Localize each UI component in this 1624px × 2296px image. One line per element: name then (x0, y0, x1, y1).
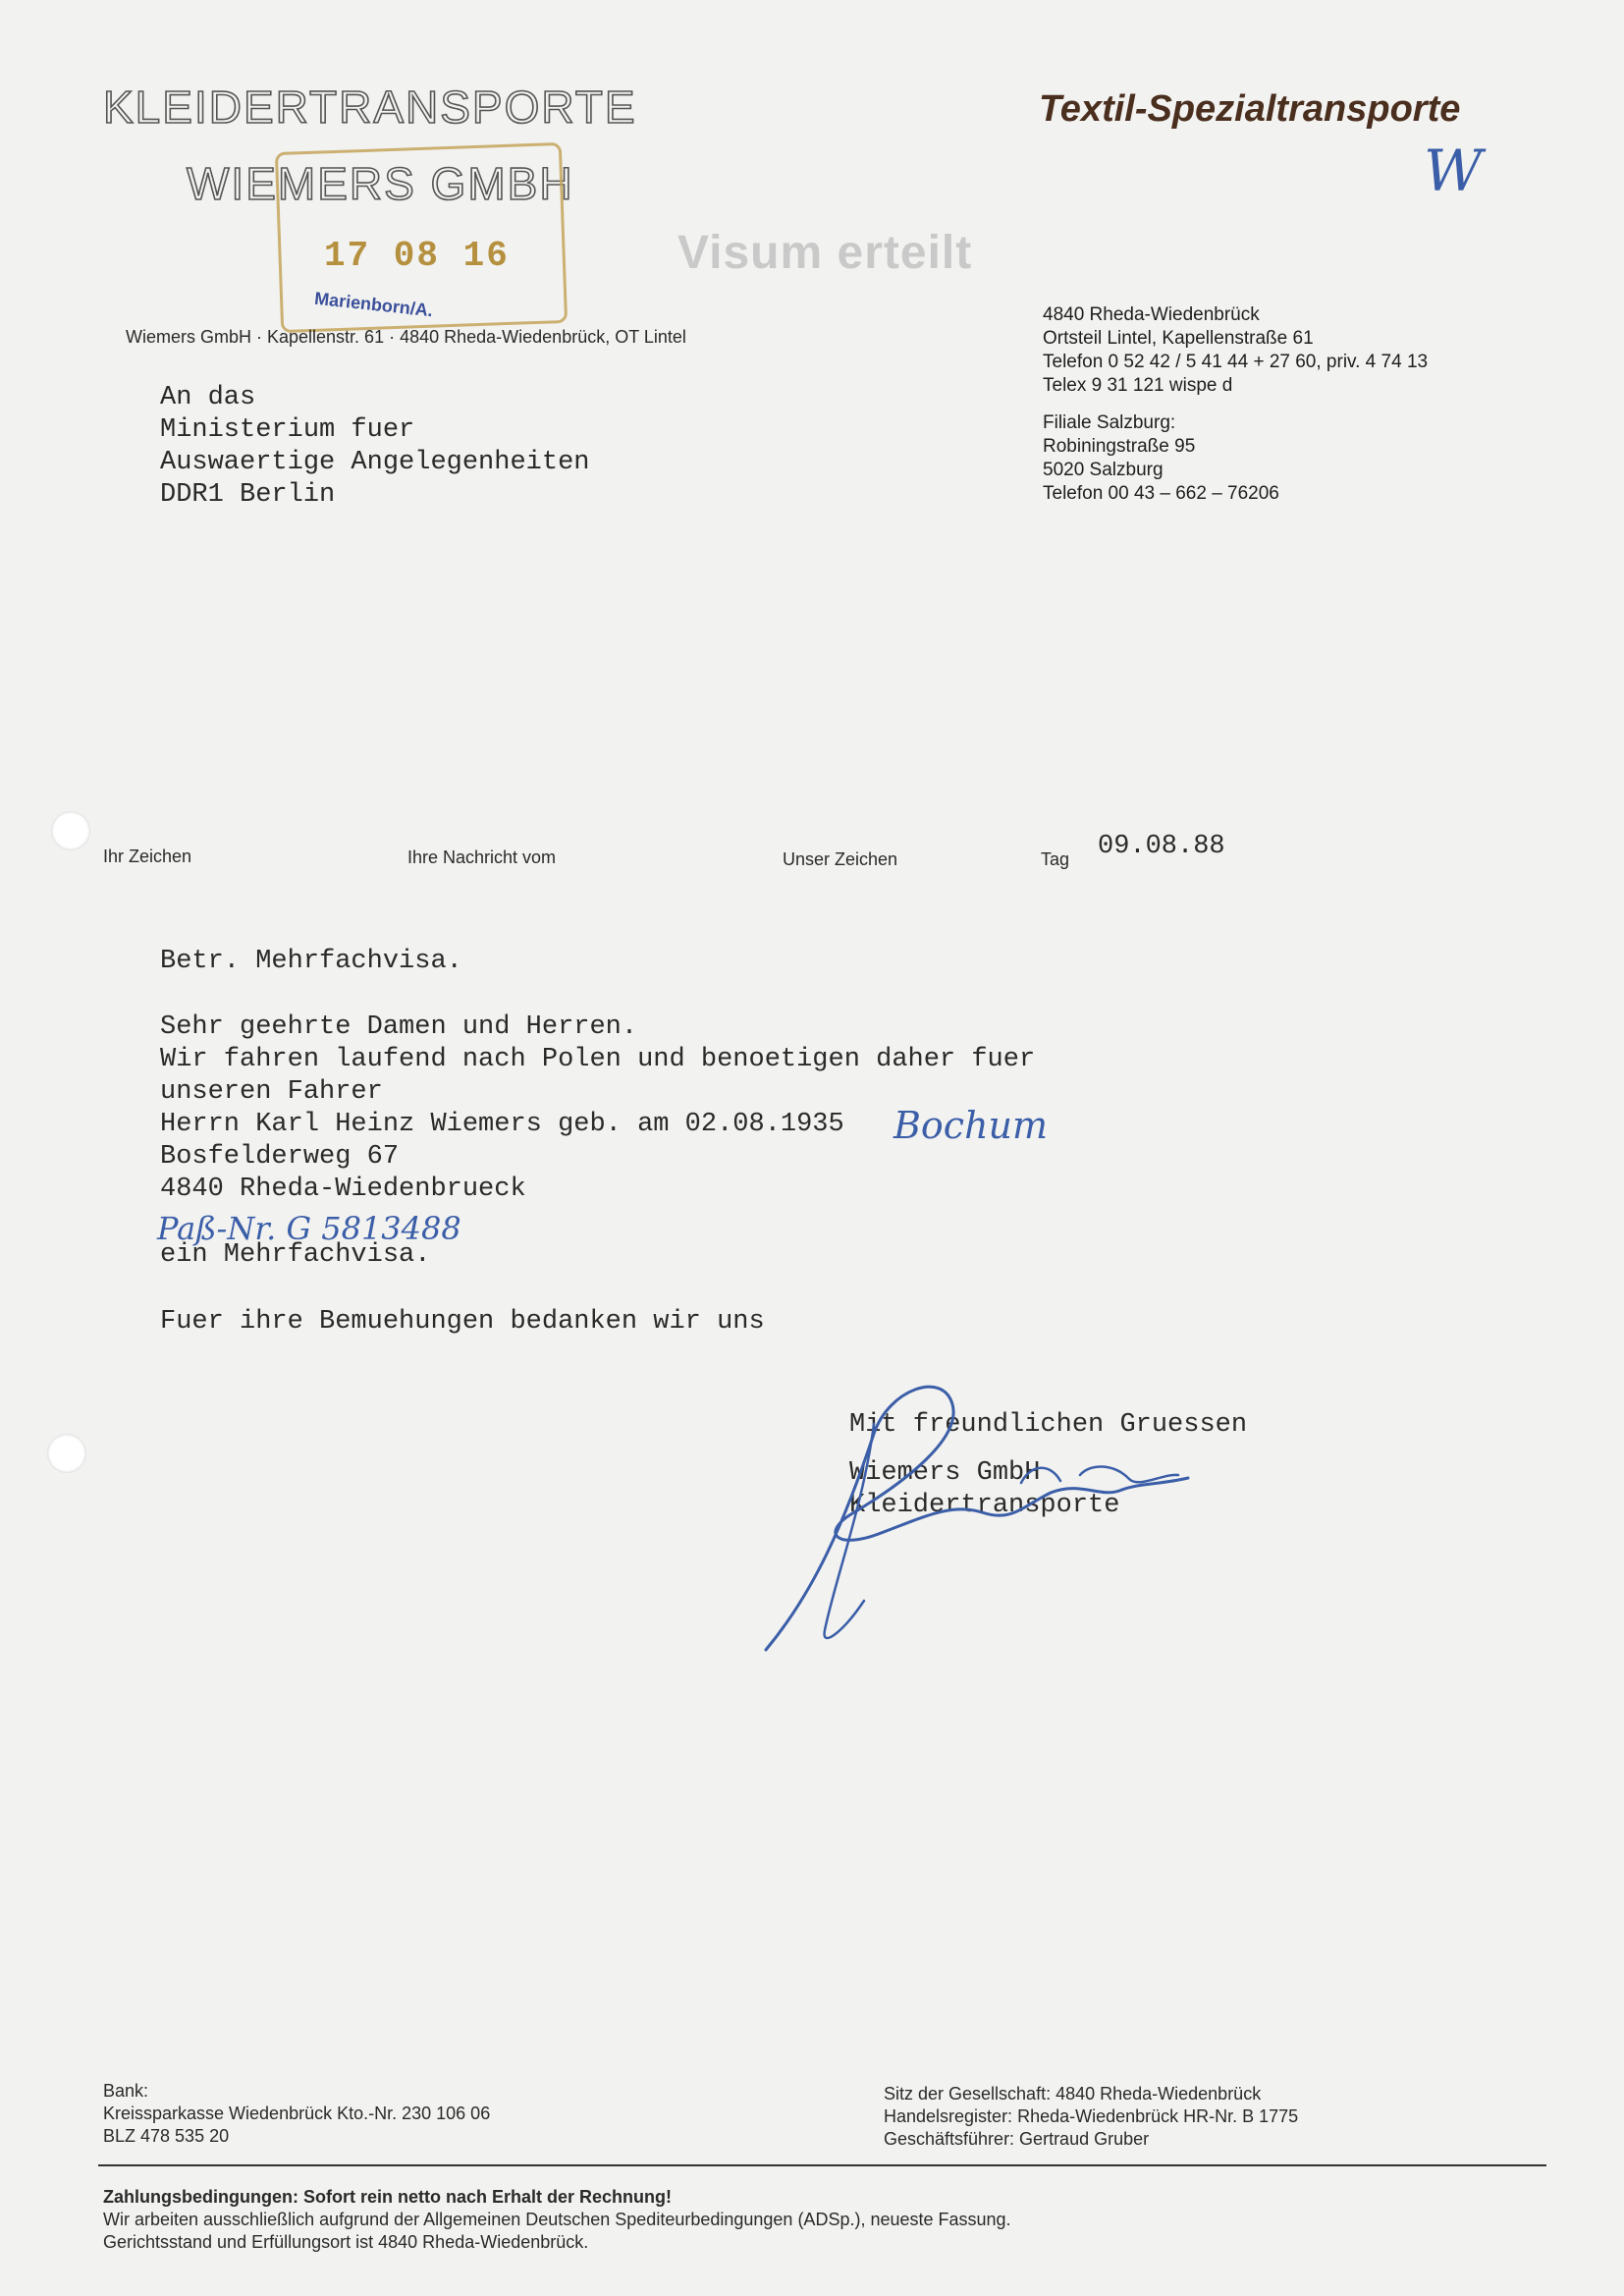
payment-terms: Zahlungsbedingungen: Sofort rein netto nach Erhalt der Rechnung! (103, 2187, 672, 2207)
closing-greeting: Mit freundlichen Gruessen (849, 1410, 1248, 1440)
branch-contact (1043, 411, 1279, 506)
handwritten-birthplace: Bochum (893, 1104, 1049, 1147)
visa-granted-stamp: Visum erteilt (677, 227, 973, 279)
stamp-date: 17 08 16 (324, 236, 510, 276)
recipient-line: DDR1 Berlin (160, 480, 336, 510)
branch-line: Filiale Salzburg: (1043, 412, 1176, 433)
company-logo-line2: WIEMERS GMBH (187, 158, 574, 209)
handwritten-passport-number: Paß-Nr. G 5813488 (157, 1210, 461, 1247)
recipient-line: An das (160, 383, 256, 412)
company-info-line: Sitz der Gesellschaft: 4840 Rheda-Wiedenbrück (884, 2084, 1262, 2104)
footer-divider (98, 2164, 1546, 2166)
punch-hole-bottom (47, 1434, 86, 1473)
body-line: ein Mehrfachvisa. (160, 1240, 431, 1270)
company-logo-line1: KLEIDERTRANSPORTE (103, 82, 637, 133)
terms-line: Wir arbeiten ausschließlich aufgrund der Allgemeinen Deutschen Spediteurbedingungen (ADSp.), neueste Fassung. (103, 2210, 1011, 2229)
contact-line: 4840 Rheda-Wiedenbrück (1043, 304, 1260, 325)
body-line: Wir fahren laufend nach Polen und benoetigen daher fuer (160, 1045, 1036, 1074)
handwritten-initial: W (1424, 137, 1483, 204)
stamp-place: Marienborn/A. (313, 288, 434, 321)
subject-line: Betr. Mehrfachvisa. (160, 947, 462, 976)
letter-date: 09.08.88 (1098, 832, 1225, 861)
footer-company-info (884, 2083, 1298, 2151)
branch-line: Robiningstraße 95 (1043, 436, 1196, 457)
salutation: Sehr geehrte Damen und Herren. (160, 1012, 638, 1042)
body-line: Herrn Karl Heinz Wiemers geb. am 02.08.1935 (160, 1110, 844, 1139)
company-tagline: Textil-Spezialtransporte (1039, 88, 1461, 130)
thanks-line: Fuer ihre Bemuehungen bedanken wir uns (160, 1307, 765, 1337)
handwritten-signature (727, 1365, 1276, 1660)
company-info-line: Handelsregister: Rheda-Wiedenbrück HR-Nr. B 1775 (884, 2106, 1299, 2126)
recipient-line: Auswaertige Angelegenheiten (160, 448, 590, 477)
company-contact (1043, 303, 1428, 398)
ref-tag-label: Tag (1041, 849, 1070, 869)
terms-line: Gerichtsstand und Erfüllungsort ist 4840 Rheda-Wiedenbrück. (103, 2232, 589, 2252)
bank-line: Kreissparkasse Wiedenbrück Kto.-Nr. 230 106 06 (103, 2104, 491, 2123)
return-address: Wiemers GmbH · Kapellenstr. 61 · 4840 Rheda-Wiedenbrück, OT Lintel (126, 327, 686, 347)
contact-line: Ortsteil Lintel, Kapellenstraße 61 (1043, 328, 1314, 349)
recipient-line: Ministerium fuer (160, 415, 415, 445)
punch-hole-top (51, 811, 90, 850)
body-line: 4840 Rheda-Wiedenbrueck (160, 1175, 526, 1204)
closing-division: Kleidertransporte (849, 1491, 1120, 1520)
bank-line: BLZ 478 535 20 (103, 2126, 230, 2146)
contact-line: Telex 9 31 121 wispe d (1043, 375, 1233, 396)
ref-ihre-nachricht: Ihre Nachricht vom (407, 847, 557, 867)
body-line: Bosfelderweg 67 (160, 1142, 400, 1172)
closing-company: Wiemers GmbH (849, 1458, 1041, 1488)
branch-line: 5020 Salzburg (1043, 460, 1164, 480)
ref-unser-zeichen: Unser Zeichen (783, 849, 898, 869)
company-info-line: Geschäftsführer: Gertraud Gruber (884, 2129, 1150, 2149)
footer-bank (103, 2080, 490, 2148)
contact-line: Telefon 0 52 42 / 5 41 44 + 27 60, priv. 4 74 13 (1043, 352, 1429, 372)
body-line: unseren Fahrer (160, 1077, 383, 1107)
ref-ihr-zeichen: Ihr Zeichen (103, 847, 192, 866)
recipient-address (160, 382, 589, 512)
branch-line: Telefon 00 43 – 662 – 76206 (1043, 483, 1279, 504)
bank-line: Bank: (103, 2081, 149, 2101)
